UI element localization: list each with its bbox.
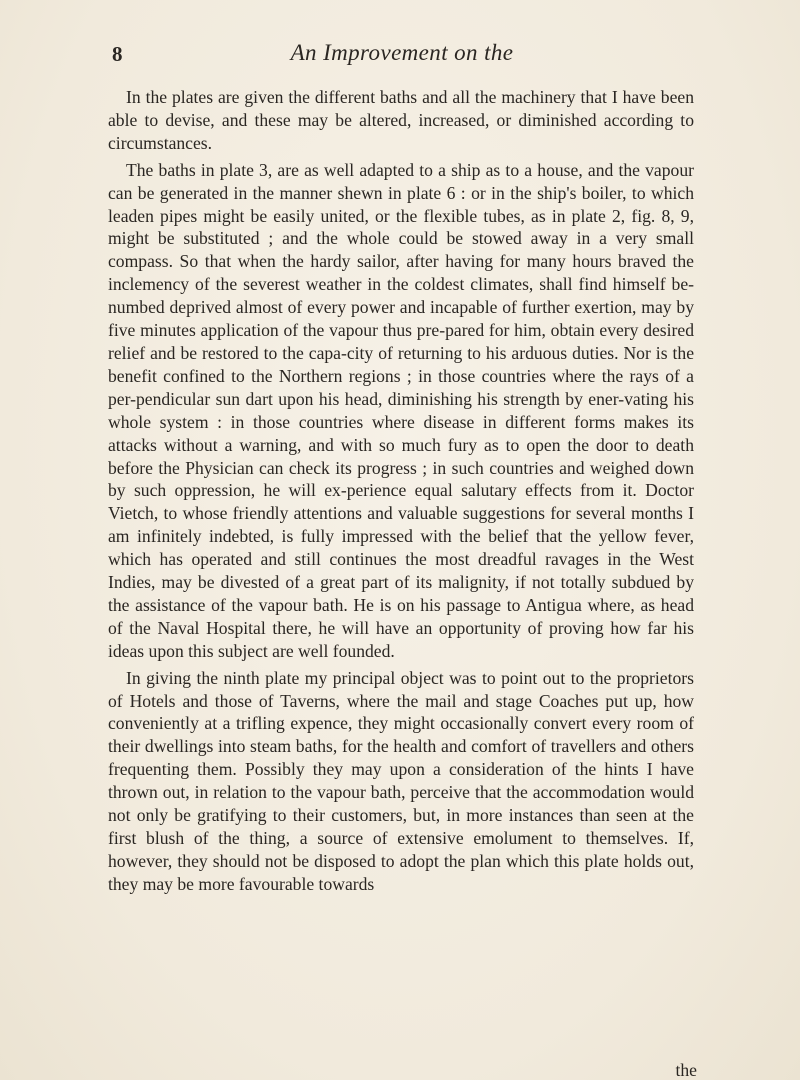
running-head: An Improvement on the <box>290 40 514 65</box>
body-text <box>108 86 694 896</box>
catchword: the <box>675 1060 697 1080</box>
paragraph-1: In the plates are given the different baths and all the machinery that I have been able to devise, and these may be altered, increased, or diminished according to circumstances. <box>108 87 694 153</box>
paragraph-2: The baths in plate 3, are as well adapted to a ship as to a house, and the vapour can be generated in the manner shewn in plate 6 : or in the ship's boiler, to which leaden pipes might be easily united, or the flexible tubes, as in plate 2, fig. 8, 9, might be substituted ; and the whole could be stowed away in a very small compass. So that when the hardy sailor, after having for many hours braved the inclemency of the severest weather in the coldest climates, shall find himself be-numbed deprived almost of every power and incapable of further exertion, may by five minutes application of the vapour thus pre-pared for him, obtain every desired relief and be restored to the capa-city of returning to his arduous duties. Nor is the benefit confined to the Northern regions ; in those countries where the rays of a per-pendicular sun dart upon his head, diminishing his strength by ener-vating his whole system : in those countries where disease in different forms makes its attacks without a warning, and with so much fury as to open the door to death before the Physician can check its progress ; in such countries and weighed down by such oppression, he will ex-perience equal salutary effects from it. Doctor Vietch, to whose friendly attentions and valuable suggestions for several months I am infinitely indebted, is fully impressed with the belief that the yellow fever, which has operated and still continues the most dreadful ravages in the West Indies, may be divested of a great part of its malignity, if not totally subdued by the assistance of the vapour bath. He is on his passage to Antigua where, as head of the Naval Hospital there, he will have an opportunity of proving how far his ideas upon this subject are well founded. <box>108 159 694 661</box>
page-number: 8 <box>112 42 123 66</box>
paragraph-3: In giving the ninth plate my principal object was to point out to the proprietors of Hotels and those of Taverns, where the mail and stage Coaches put up, how conveniently at a trifling expence, they might occasionally convert every room of their dwellings into steam baths, for the health and comfort of travellers and others frequenting them. Possibly they may upon a consideration of the hints I have thrown out, in relation to the vapour bath, perceive that the accommodation would not only be gratifying to their customers, but, in more instances than seen at the first blush of the thing, a source of extensive emolument to themselves. If, however, they should not be disposed to adopt the plan which this plate holds out, they may be more favourable towards <box>108 667 694 894</box>
page-header <box>112 40 692 74</box>
